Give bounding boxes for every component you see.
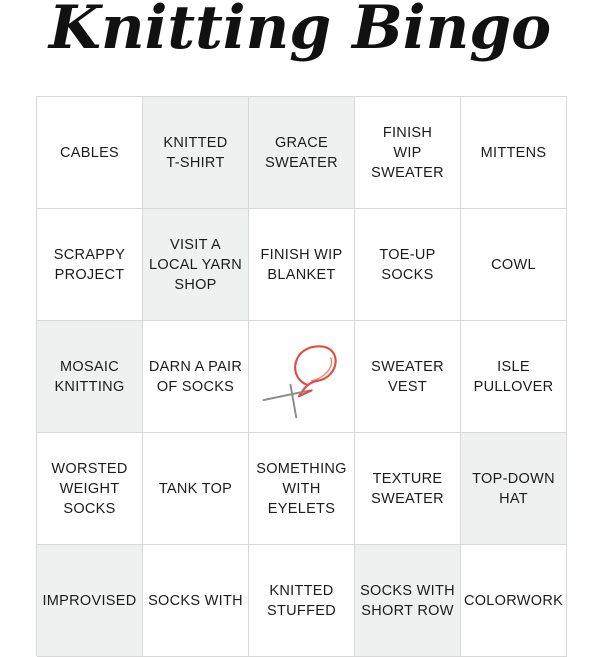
bingo-cell-label: TOE-UP SOCKS: [379, 246, 436, 283]
bingo-cell-label: TOP-DOWN HAT: [472, 470, 555, 507]
bingo-cell-label: IMPROVISED: [42, 592, 137, 609]
bingo-cell: [461, 321, 567, 433]
bingo-cell-label: ISLE PULLOVER: [473, 358, 554, 395]
bingo-cell: [355, 545, 461, 657]
bingo-cell: [249, 209, 355, 321]
bingo-cell-label: KNITTED T-SHIRT: [163, 134, 228, 171]
bingo-cell: [143, 433, 249, 545]
bingo-cell: [355, 209, 461, 321]
bingo-cell: [143, 545, 249, 657]
bingo-cell-label: KNITTED STUFFED: [267, 582, 336, 619]
bingo-cell: [461, 209, 567, 321]
bingo-cell: [249, 97, 355, 209]
bingo-cell: [37, 321, 143, 433]
bingo-cell: [37, 545, 143, 657]
bingo-cell-label: SOCKS WITH SHORT ROW: [360, 582, 455, 619]
bingo-cell-label: TEXTURE SWEATER: [371, 470, 444, 507]
bingo-cell: [143, 321, 249, 433]
bingo-cell: [143, 97, 249, 209]
circular-knitting-needle-icon: [254, 329, 350, 425]
bingo-board: [36, 96, 567, 656]
bingo-cell: [37, 97, 143, 209]
bingo-cell-label: MITTENS: [480, 144, 547, 161]
bingo-cell-label: SOCKS WITH: [148, 592, 243, 609]
bingo-cell-label: SWEATER VEST: [371, 358, 444, 395]
bingo-cell-label: TANK TOP: [158, 480, 233, 497]
bingo-cell: [37, 209, 143, 321]
bingo-cell: [461, 433, 567, 545]
bingo-cell: [461, 545, 567, 657]
bingo-cell-label: COLORWORK: [463, 592, 564, 609]
page-title: Knitting Bingo: [48, 0, 552, 63]
bingo-cell-label: CABLES: [59, 144, 120, 161]
bingo-cell-label: FINISH WIP BLANKET: [260, 246, 343, 283]
bingo-cell-label: FINISH WIP SWEATER: [371, 124, 444, 181]
bingo-cell-label: COWL: [491, 256, 536, 273]
bingo-cell: [355, 321, 461, 433]
bingo-cell-label: GRACE SWEATER: [265, 134, 338, 171]
bingo-cell: [249, 433, 355, 545]
bingo-cell: [37, 433, 143, 545]
bingo-cell-label: VISIT A LOCAL YARN SHOP: [149, 236, 242, 293]
bingo-cell: [461, 97, 567, 209]
bingo-cell-label: SCRAPPY PROJECT: [53, 246, 126, 283]
bingo-cell: [249, 545, 355, 657]
bingo-cell: [355, 97, 461, 209]
bingo-cell-label: DARN A PAIR OF SOCKS: [148, 358, 243, 395]
bingo-cell-label: WORSTED WEIGHT SOCKS: [51, 460, 128, 517]
bingo-cell-label: SOMETHING WITH EYELETS: [256, 460, 347, 517]
bingo-cell: [143, 209, 249, 321]
bingo-cell-free-space: [249, 321, 355, 433]
bingo-cell-label: MOSAIC KNITTING: [54, 358, 125, 395]
bingo-cell: [355, 433, 461, 545]
